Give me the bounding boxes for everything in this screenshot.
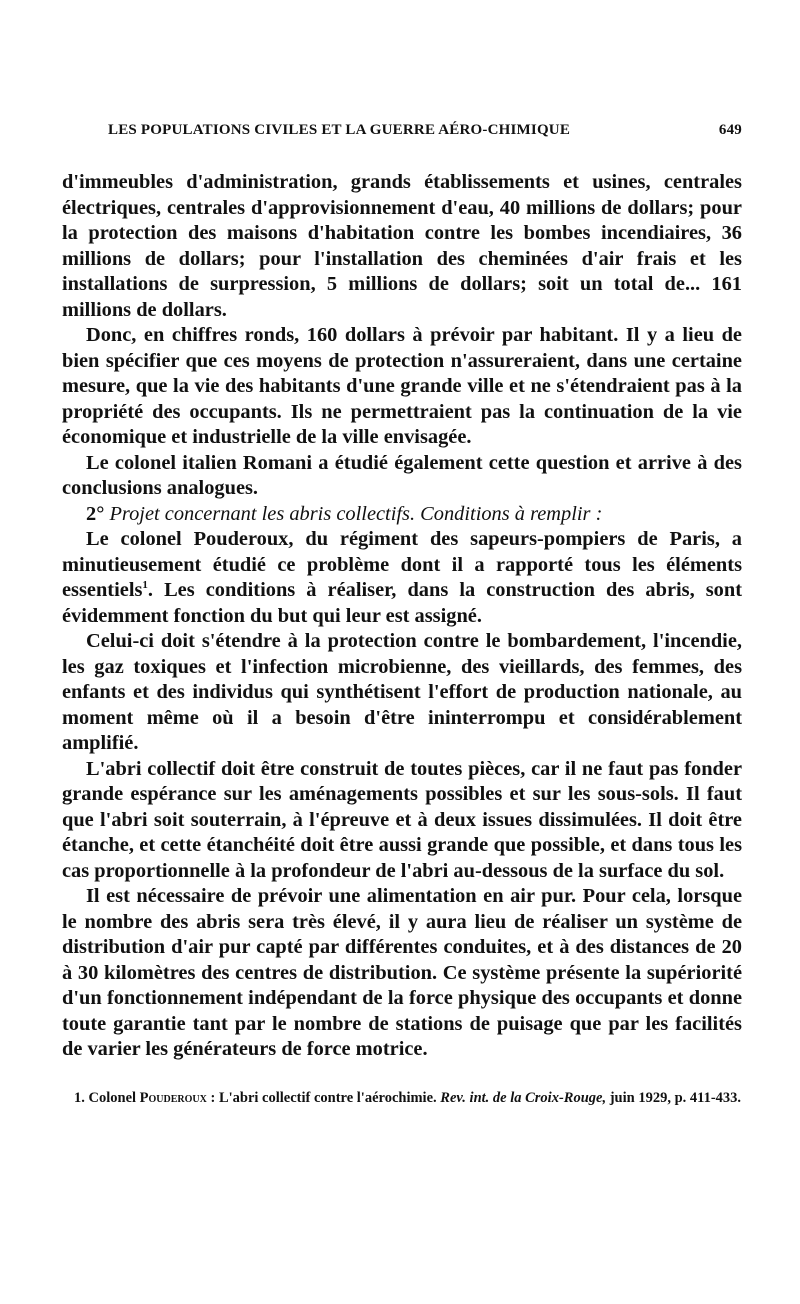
page bbox=[62, 122, 742, 1108]
paragraph-5-main: Le colonel Pouderoux, du régiment des sapeurs-pompiers de Paris, a minutieusement étudié ce problème dont il a rapporté tous les éléments essentiels bbox=[62, 528, 742, 601]
paragraph-2: Donc, en chiffres ronds, 160 dollars à prévoir par habitant. Il y a lieu de bien spécifier que ces moyens de protection n'assureraient, dans une certaine mesure, que la vie des habitants d'une grande ville et ne s'étendraient pas à la propriété des occupants. Ils ne permettraient pas la continuation de la vie économique et industrielle de la ville envisagée. bbox=[62, 324, 742, 448]
footnote-date: juin 1929, p. 411-433. bbox=[609, 1089, 742, 1106]
footnote-journal: Rev. int. de la Croix-Rouge, bbox=[440, 1089, 607, 1106]
paragraph-6: Celui-ci doit s'étendre à la protection contre le bombardement, l'incendie, les gaz toxiques et l'infection microbienne, des vieillards, des femmes, des enfants et des individus qui synthétisent l'effort de production nationale, au moment même où il a besoin d'être ininterrompu et considérablement amplifié. bbox=[62, 630, 742, 754]
paragraph-1: d'immeubles d'administration, grands établissements et usines, centrales électriques, centrales d'approvisionnement d'eau, 40 millions de dollars; pour la protection des maisons d'habitation contre les bombes incendiaires, 36 millions de dollars; pour l'installation des cheminées d'air frais et les installations de surpression, 5 millions de dollars; soit un total de... 161 millions de dollars. bbox=[62, 171, 742, 321]
section-title: Projet concernant les abris collectifs. Conditions à remplir : bbox=[109, 502, 603, 525]
paragraph-5 bbox=[62, 527, 742, 629]
paragraph-8: Il est nécessaire de prévoir une alimentation en air pur. Pour cela, lorsque le nombre des abris sera très élevé, il y aura lieu de réaliser un système de distribution d'air pur capté par différentes conduites, et à des distances de 20 à 30 kilomètres des centres de distribution. Ce système présente la supériorité d'un fonctionnement indépendant de la force physique des occupants et donne toute garantie tant par le nombre de stations de puisage que par les facilités de varier les générateurs de force motrice. bbox=[62, 885, 742, 1060]
paragraph-5-rest: . Les conditions à réaliser, dans la construction des abris, sont évidemment fonction du but qui leur est assigné. bbox=[62, 579, 742, 627]
section-number: 2° bbox=[86, 502, 105, 525]
footnote-number: 1. bbox=[74, 1089, 85, 1106]
footnote-reference: 1 bbox=[142, 579, 148, 592]
body-text bbox=[62, 170, 742, 1063]
footnotes bbox=[62, 1089, 742, 1108]
footnote-author: Pouderoux bbox=[139, 1089, 207, 1106]
running-head bbox=[108, 122, 742, 146]
running-title: LES POPULATIONS CIVILES ET LA GUERRE AÉRO-CHIMIQUE bbox=[108, 122, 571, 138]
footnote-title: : L'abri collectif contre l'aérochimie. bbox=[210, 1089, 437, 1106]
footnote-1 bbox=[62, 1089, 742, 1108]
section-heading bbox=[62, 502, 742, 528]
paragraph-7: L'abri collectif doit être construit de toutes pièces, car il ne faut pas fonder grande espérance sur les aménagements possibles et sur les sous-sols. Il faut que l'abri soit souterrain, à l'épreuve et à deux issues dissimulées. Il doit être étanche, et cette étanchéité doit être aussi grande que possible, et dans tous les cas proportionnelle à la profondeur de l'abri au-dessous de la surface du sol. bbox=[62, 757, 742, 882]
paragraph-3: Le colonel italien Romani a étudié également cette question et arrive à des conclusions analogues. bbox=[62, 451, 742, 499]
page-number: 649 bbox=[718, 122, 742, 138]
footnote-author-prefix: Colonel bbox=[88, 1089, 137, 1106]
